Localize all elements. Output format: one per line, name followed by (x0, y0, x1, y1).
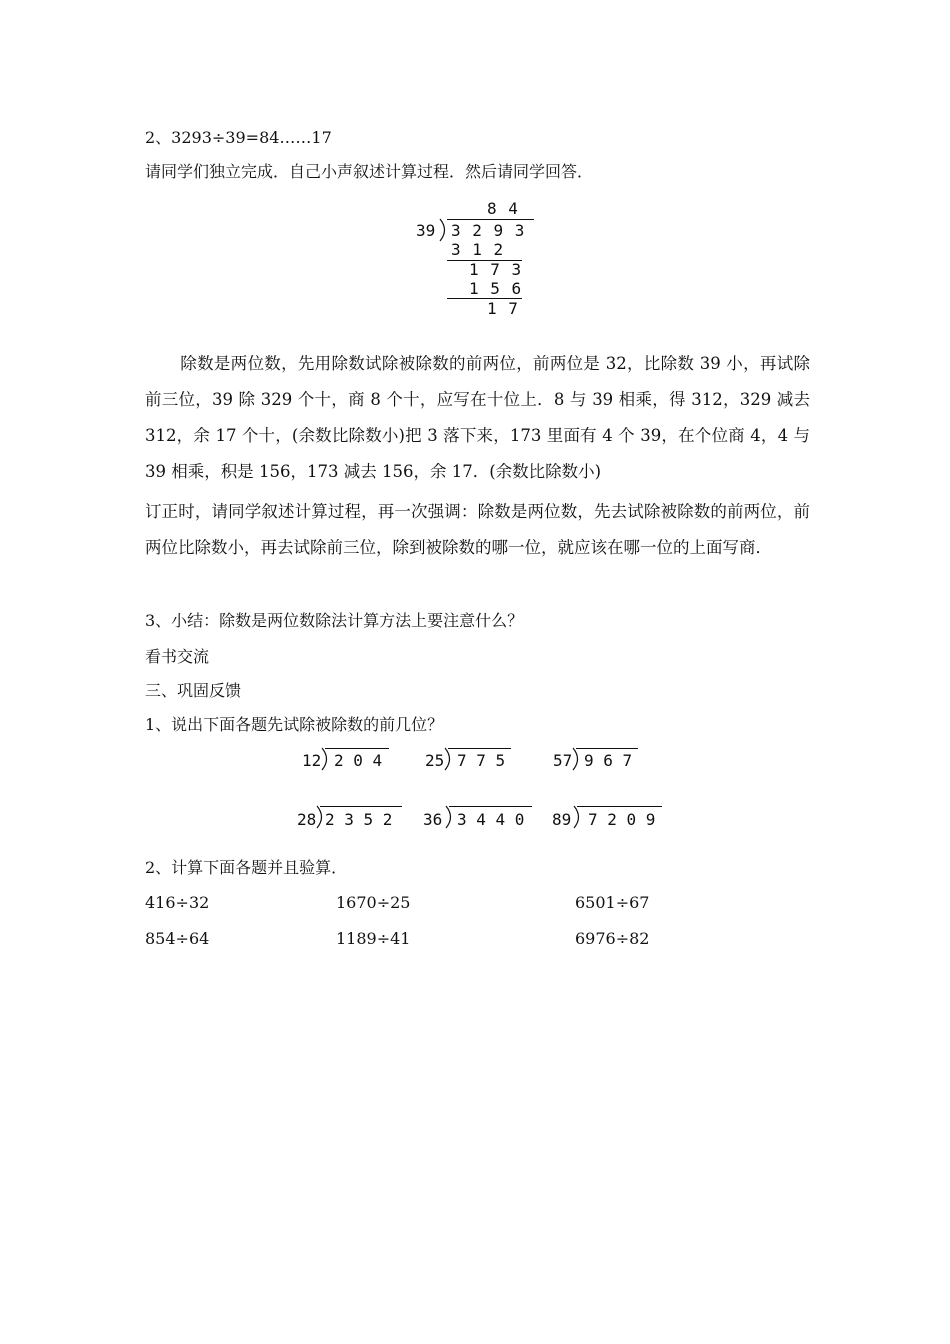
division-rule (449, 806, 532, 807)
section3-heading: 三、巩固反馈 (145, 681, 242, 700)
calc-item: 1670÷25 (336, 893, 411, 912)
ld-remainder: 1 7 (487, 299, 519, 318)
calc-item: 1189÷41 (336, 929, 411, 948)
summary-question: 3、小结：除数是两位数除法计算方法上要注意什么？ (145, 611, 524, 630)
ld-dividend: 3 2 9 3 (451, 221, 526, 240)
ld-divisor: 39 (416, 221, 436, 240)
problem-divisor: 28 (297, 810, 317, 829)
problem-divisor: 89 (552, 810, 572, 829)
division-rule (325, 748, 389, 749)
calc-item: 6976÷82 (575, 929, 650, 948)
division-bracket (445, 806, 455, 828)
division-bracket (572, 748, 582, 770)
division-rule (448, 748, 511, 749)
question2: 2、计算下面各题并且验算． (145, 858, 348, 877)
problem-dividend: 7 2 0 9 (588, 810, 656, 829)
division-rule (320, 806, 402, 807)
division-bracket (573, 806, 583, 828)
step2-heading: 2、3293÷39=84……17 (145, 128, 332, 147)
calc-item: 416÷32 (145, 893, 210, 912)
problem-divisor: 36 (423, 810, 443, 829)
ld-step3: 1 5 6 (469, 279, 523, 298)
problem-dividend: 7 7 5 (457, 751, 506, 770)
ld-step2: 1 7 3 (469, 260, 523, 279)
problem-divisor: 12 (302, 751, 322, 770)
division-bracket (444, 748, 454, 770)
ld-step1: 3 1 2 (451, 240, 505, 259)
calc-item: 854÷64 (145, 929, 210, 948)
problem-divisor: 57 (553, 751, 573, 770)
ld-top-rule (447, 219, 534, 220)
problem-dividend: 2 0 4 (334, 751, 383, 770)
division-bracket (321, 748, 331, 770)
explanation-paragraph: 除数是两位数，先用除数试除被除数的前两位，前两位是 32，比除数 39 小，再试除前三位，39 除 329 个十，商 8 个十，应写在十位上．8 与 39 相乘，得 312，329 减去 312，余 17 个十，(余数比除数小)把 3 落下来，173 里面有 4 个 39，在个位商 4，4 与 39 相乘，积是 156，173 减去 156，余 17．(余数比除数小) (145, 354, 810, 481)
division-rule (577, 806, 662, 807)
calc-item: 6501÷67 (575, 893, 650, 912)
correction-paragraph: 订正时，请同学叙述计算过程，再一次强调：除数是两位数，先去试除被除数的前两位，前两位比除数小，再去试除前三位，除到被除数的哪一位，就应该在哪一位的上面写商． (145, 502, 810, 557)
ld-quotient: 8 4 (487, 199, 519, 218)
problem-divisor: 25 (425, 751, 445, 770)
read-book-text: 看书交流 (145, 647, 210, 666)
instruction-text: 请同学们独立完成．自己小声叙述计算过程．然后请同学回答． (145, 162, 594, 181)
problem-dividend: 3 4 4 0 (457, 810, 525, 829)
problem-dividend: 9 6 7 (584, 751, 633, 770)
problem-dividend: 2 3 5 2 (325, 810, 393, 829)
question1: 1、说出下面各题先试除被除数的前几位？ (145, 715, 444, 734)
ld-bracket (439, 219, 449, 241)
division-rule (576, 748, 638, 749)
